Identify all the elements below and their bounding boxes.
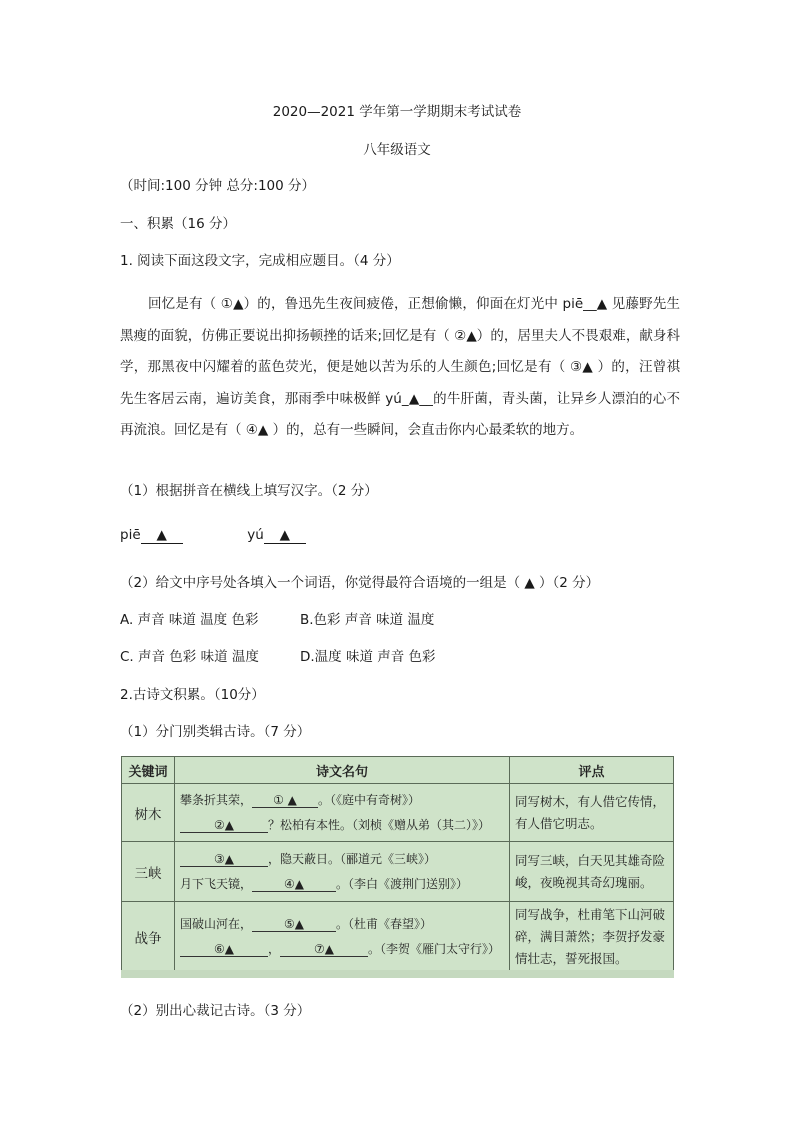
verse-text: 。（李白《渡荆门送别》） bbox=[336, 876, 469, 891]
option-C[interactable]: C. 声音 色彩 味道 温度 bbox=[120, 649, 259, 665]
verse-text: 。（杜甫《春望》） bbox=[336, 917, 433, 931]
pinyin-fill-row bbox=[120, 527, 306, 544]
verse-cell bbox=[175, 842, 510, 902]
keyword-cell: 树木 bbox=[122, 784, 175, 842]
table-scan-edge bbox=[121, 970, 674, 978]
poem-table bbox=[121, 756, 674, 973]
comment-cell: 同写三峡，白天见其雄奇险峻，夜晚视其奇幻瑰丽。 bbox=[510, 842, 674, 902]
verse-text: 月下飞天镜， bbox=[180, 876, 253, 891]
option-B[interactable]: B.色彩 声音 味道 温度 bbox=[300, 612, 435, 628]
answer-blank-3[interactable]: ③▲ bbox=[180, 852, 268, 867]
comment-cell: 同写战争，杜甫笔下山河破碎，满目萧然；李贺抒发豪情壮志，誓死报国。 bbox=[510, 902, 674, 973]
option-D[interactable]: D.温度 味道 声音 色彩 bbox=[300, 649, 436, 665]
question-2-prompt: 2.古诗文积累。（10分） bbox=[120, 687, 265, 703]
answer-blank-pie[interactable]: ▲ bbox=[141, 527, 183, 544]
verse-text: 国破山河在， bbox=[180, 917, 253, 931]
answer-blank-1[interactable]: ① ▲ bbox=[252, 793, 318, 808]
question-2-2-prompt: （2）别出心裁记古诗。（3 分） bbox=[120, 1003, 311, 1019]
table-row bbox=[122, 902, 674, 973]
question-1-2-prompt: （2）给文中序号处各填入一个词语，你觉得最符合语境的一组是（ ▲ ）（2 分） bbox=[120, 575, 600, 591]
header-verse: 诗文名句 bbox=[175, 757, 510, 784]
comment-cell: 同写树木，有人借它传情，有人借它明志。 bbox=[510, 784, 674, 842]
exam-subtitle: 八年级语文 bbox=[363, 142, 431, 158]
verse-text: ？松柏有本性。（刘桢《赠从弟（其二）》） bbox=[268, 817, 491, 832]
verse-text: ， bbox=[268, 942, 281, 956]
answer-blank-2[interactable]: ②▲ bbox=[180, 818, 268, 833]
verse-text: ，隐天蔽日。（郦道元《三峡》） bbox=[268, 851, 437, 866]
question-2-1-prompt: （1）分门别类辑古诗。（7 分） bbox=[120, 724, 311, 740]
verse-text: 攀条折其荣， bbox=[180, 792, 253, 807]
table-row bbox=[122, 842, 674, 902]
verse-cell bbox=[175, 784, 510, 842]
exam-info: （时间:100 分钟 总分:100 分） bbox=[120, 178, 316, 194]
question-1-prompt: 1. 阅读下面这段文字，完成相应题目。（4 分） bbox=[120, 253, 400, 269]
header-keyword: 关键词 bbox=[122, 757, 175, 784]
answer-blank-4[interactable]: ④▲ bbox=[252, 877, 336, 892]
answer-blank-7[interactable]: ⑦▲ bbox=[280, 942, 368, 957]
exam-title: 2020—2021 学年第一学期期末考试试卷 bbox=[272, 104, 522, 120]
table-row bbox=[122, 784, 674, 842]
verse-text: 。（李贺《雁门太守行》） bbox=[368, 942, 501, 956]
answer-blank-5[interactable]: ⑤▲ bbox=[252, 917, 336, 932]
pinyin-yu: yú bbox=[247, 527, 264, 543]
answer-blank-yu[interactable]: ▲ bbox=[264, 527, 306, 544]
keyword-cell: 三峡 bbox=[122, 842, 175, 902]
pinyin-pie: piē bbox=[120, 527, 141, 543]
question-1-1-prompt: （1）根据拼音在横线上填写汉字。（2 分） bbox=[120, 483, 378, 499]
poem-table-image bbox=[121, 756, 674, 978]
verse-text: 。（《庭中有奇树》） bbox=[318, 792, 421, 807]
section-heading: 一、积累（16 分） bbox=[120, 216, 236, 232]
option-A[interactable]: A. 声音 味道 温度 色彩 bbox=[120, 612, 259, 628]
answer-blank-6[interactable]: ⑥▲ bbox=[180, 942, 268, 957]
table-header-row bbox=[122, 757, 674, 784]
verse-cell bbox=[175, 902, 510, 973]
keyword-cell: 战争 bbox=[122, 902, 175, 973]
reading-passage: 回忆是有（ ①▲）的，鲁迅先生夜间疲倦，正想偷懒，仰面在灯光中 piē__▲ 见藤野先生黑瘦的面貌，仿佛正要说出抑扬顿挫的话来;回忆是有（ ②▲）的，居里夫人不畏艰难，献身科学，那黑夜中闪耀着的蓝色荧光，便是她以苦为乐的人生颜色;回忆是有（ ③▲ ）的，汪曾祺先生客居云南，遍访美食，那雨季中味极鲜 yú_▲__的牛肝菌，青头菌，让异乡人漂泊的心不再流浪。回忆是有（ ④▲ ）的，总有一些瞬间，会直击你内心最柔软的地方。 bbox=[120, 296, 680, 438]
header-comment: 评点 bbox=[510, 757, 674, 784]
